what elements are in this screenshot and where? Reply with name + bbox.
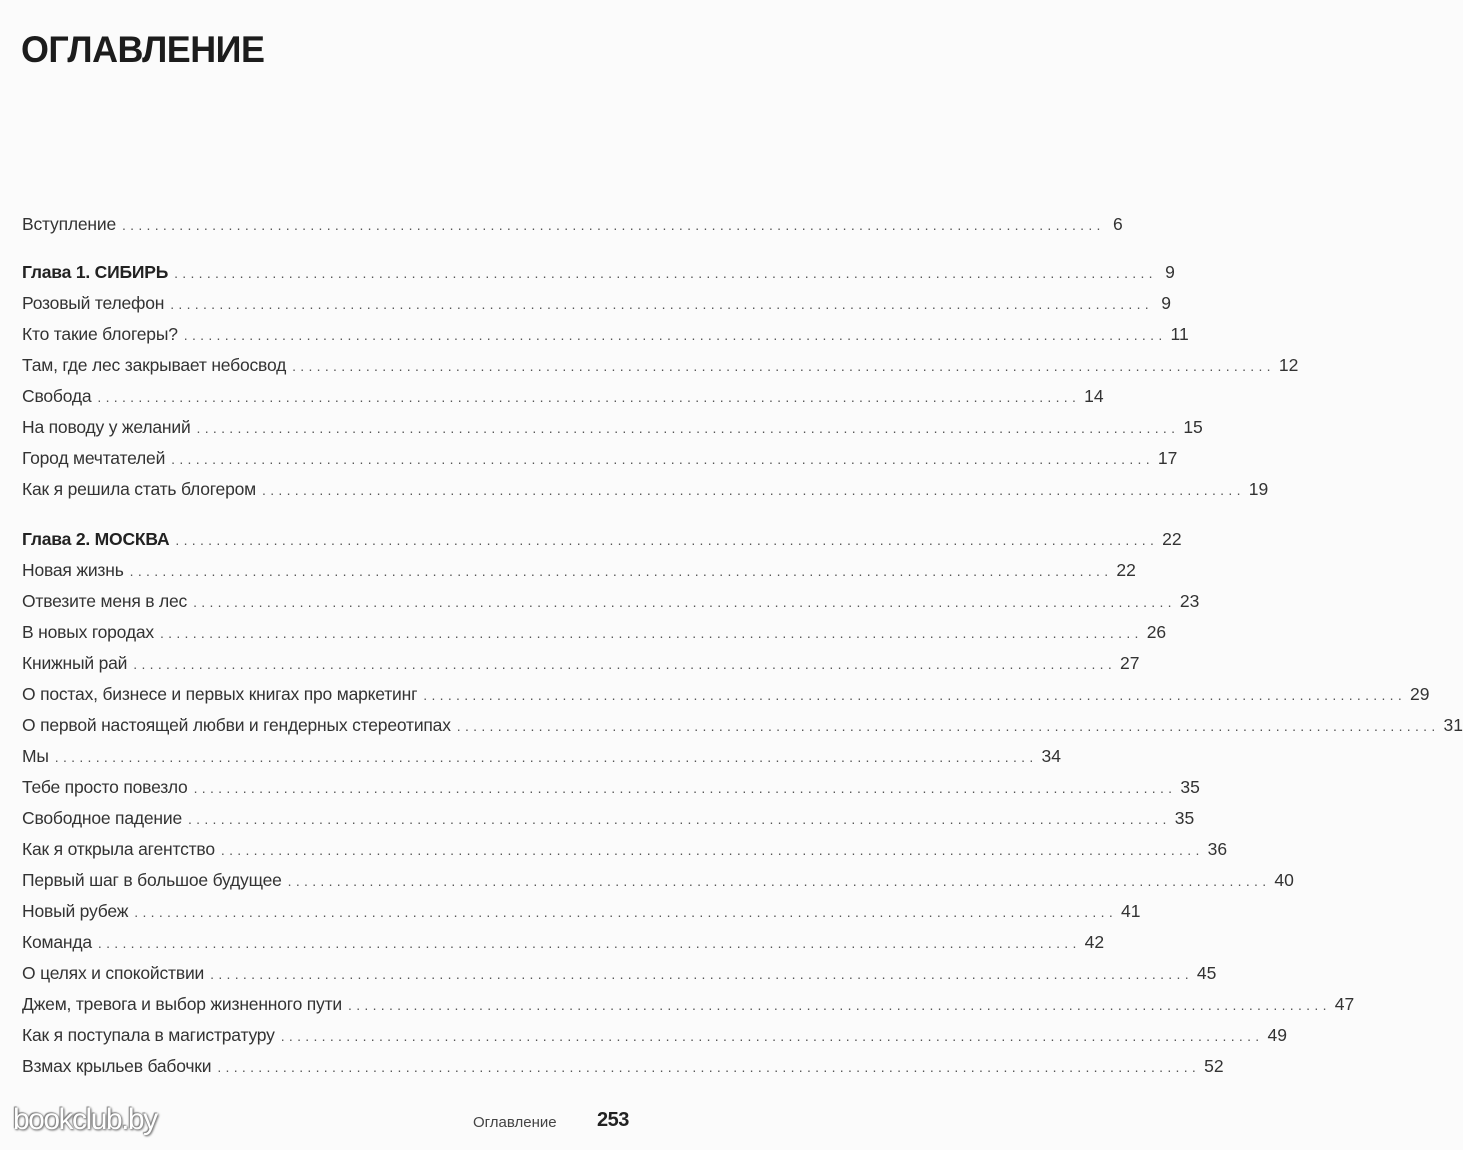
- toc-entry-page: 36: [1207, 839, 1228, 859]
- toc-entry-label: Мы: [22, 746, 49, 766]
- toc-entry-page: 11: [1170, 324, 1189, 344]
- toc-entry-label: Глава 1. СИБИРЬ: [22, 262, 169, 282]
- toc-entry-page: 45: [1196, 963, 1217, 983]
- toc-entry-label: Там, где лес закрывает небосвод: [22, 355, 287, 375]
- toc-entry: [22, 896, 1141, 927]
- chapters-list: [22, 257, 1463, 1082]
- toc-entry-page: 14: [1084, 386, 1104, 406]
- dot-leader: ........................................................................................................................: [175, 532, 1159, 548]
- toc-entry-label: В новых городах: [22, 622, 154, 642]
- toc-entry: [22, 958, 1217, 989]
- toc-entry: [22, 1051, 1224, 1082]
- dot-leader: ........................................................................................................................: [210, 966, 1193, 982]
- toc-entry-label: Свобода: [22, 386, 92, 406]
- toc-entry: [22, 586, 1200, 617]
- toc-entry-page: 47: [1334, 994, 1355, 1014]
- watermark-logo: bookclub.by: [13, 1103, 157, 1136]
- toc-entry: [22, 288, 1171, 319]
- toc-entry-label: О первой настоящей любви и гендерных стереотипах: [22, 715, 451, 735]
- dot-leader: ........................................................................................................................: [287, 873, 1271, 889]
- page-number: 253: [597, 1109, 629, 1131]
- toc-entry-label: Как я решила стать блогером: [22, 479, 256, 499]
- toc-entry-page: 19: [1248, 479, 1269, 499]
- dot-leader: ........................................................................................................................: [134, 904, 1118, 920]
- toc-entry-page: 42: [1084, 932, 1105, 952]
- toc-entry-label: Как я поступала в магистратуру: [22, 1025, 275, 1045]
- toc-entry-page: 49: [1267, 1025, 1287, 1045]
- toc-entry-label: Новая жизнь: [22, 560, 124, 580]
- dot-leader: ........................................................................................................................: [348, 997, 1331, 1013]
- toc-entry-label: Отвезите меня в лес: [22, 591, 188, 611]
- toc-entry: [22, 381, 1104, 412]
- toc-entry-label: Новый рубеж: [22, 901, 129, 921]
- toc-entry-label: Взмах крыльев бабочки: [22, 1056, 212, 1076]
- toc-entry: [22, 710, 1463, 741]
- toc-entry-label: Книжный рай: [22, 653, 128, 673]
- dot-leader: ........................................................................................................................: [97, 935, 1081, 951]
- dot-leader: ........................................................................................................................: [174, 265, 1157, 281]
- toc-entry-label: Первый шаг в большое будущее: [22, 870, 282, 890]
- dot-leader: ........................................................................................................................: [133, 656, 1117, 672]
- toc-entry: [22, 834, 1228, 865]
- toc-entry-page: 23: [1179, 591, 1200, 611]
- toc-entry-label: Вступление: [22, 214, 116, 234]
- toc-entry-page: 26: [1146, 622, 1167, 642]
- toc-entry: [22, 989, 1355, 1020]
- dot-leader: ........................................................................................................................: [196, 420, 1180, 436]
- dot-leader: ........................................................................................................................: [456, 718, 1440, 734]
- toc-entry-page: 17: [1157, 448, 1178, 468]
- toc-entry-page: 22: [1116, 560, 1136, 580]
- toc-entry-page: 52: [1204, 1056, 1224, 1076]
- toc-entry-label: Тебе просто повезло: [22, 777, 188, 797]
- toc-entry-page: 6: [1113, 214, 1123, 234]
- toc-entry-page: 34: [1041, 746, 1061, 766]
- dot-leader: ........................................................................................................................: [217, 1059, 1201, 1075]
- page-title: ОГЛАВЛЕНИЕ: [21, 29, 265, 70]
- toc-entry-label: О постах, бизнесе и первых книгах про маркетинг: [22, 684, 418, 704]
- toc-chapter-heading: [22, 257, 1175, 288]
- toc-entry: [22, 319, 1189, 350]
- toc-entry-label: Свободное падение: [22, 808, 182, 828]
- dot-leader: ........................................................................................................................: [280, 1028, 1264, 1044]
- toc-entry: [22, 865, 1294, 896]
- dot-leader: ........................................................................................................................: [171, 451, 1154, 467]
- dot-leader: ........................................................................................................................: [187, 811, 1171, 827]
- dot-leader: ........................................................................................................................: [193, 780, 1177, 796]
- table-of-contents: [22, 209, 1463, 1082]
- running-footer-section: Оглавление: [473, 1114, 557, 1131]
- toc-entry-page: 15: [1183, 417, 1203, 437]
- toc-entry-page: 9: [1161, 293, 1171, 313]
- dot-leader: ........................................................................................................................: [159, 625, 1143, 641]
- toc-entry-label: Розовый телефон: [22, 293, 165, 313]
- toc-entry-label: Команда: [22, 932, 92, 952]
- toc-entry: [22, 350, 1299, 381]
- dot-leader: ........................................................................................................................: [193, 594, 1176, 610]
- dot-leader: ........................................................................................................................: [97, 389, 1081, 405]
- toc-entry: [22, 617, 1167, 648]
- toc-entry-page: 9: [1165, 262, 1175, 282]
- toc-entry: [22, 1020, 1287, 1051]
- toc-chapter-heading: [22, 524, 1182, 555]
- toc-entry-label: Глава 2. МОСКВА: [22, 529, 170, 549]
- toc-entry-intro: [22, 209, 1123, 240]
- dot-leader: ........................................................................................................................: [183, 327, 1167, 343]
- toc-entry-label: Город мечтателей: [22, 448, 166, 468]
- toc-entry: [22, 679, 1430, 710]
- toc-entry-label: На поводу у желаний: [22, 417, 191, 437]
- toc-entry: [22, 927, 1105, 958]
- toc-entry: [22, 443, 1178, 474]
- toc-entry: [22, 741, 1061, 772]
- toc-entry-page: 27: [1120, 653, 1140, 673]
- toc-entry-page: 40: [1274, 870, 1294, 890]
- toc-entry-page: 31: [1443, 715, 1463, 735]
- toc-entry: [22, 474, 1269, 505]
- toc-entry: [22, 555, 1136, 586]
- dot-leader: ........................................................................................................................: [129, 563, 1113, 579]
- toc-entry-page: 41: [1121, 901, 1141, 921]
- toc-entry: [22, 412, 1203, 443]
- dot-leader: ........................................................................................................................: [292, 358, 1275, 374]
- toc-entry-page: 29: [1410, 684, 1430, 704]
- dot-leader: ........................................................................................................................: [54, 749, 1038, 765]
- toc-entry-label: Кто такие блогеры?: [22, 324, 178, 344]
- dot-leader: ........................................................................................................................: [262, 482, 1245, 498]
- dot-leader: ........................................................................................................................: [121, 217, 1105, 233]
- dot-leader: ........................................................................................................................: [170, 296, 1153, 312]
- toc-entry: [22, 803, 1195, 834]
- toc-entry: [22, 772, 1200, 803]
- toc-entry-label: Джем, тревога и выбор жизненного пути: [22, 994, 342, 1014]
- toc-entry-page: 12: [1278, 355, 1299, 375]
- toc-entry: [22, 648, 1140, 679]
- toc-entry-label: О целях и спокойствии: [22, 963, 205, 983]
- dot-leader: ........................................................................................................................: [423, 687, 1407, 703]
- toc-entry-label: Как я открыла агентство: [22, 839, 215, 859]
- dot-leader: ........................................................................................................................: [220, 842, 1204, 858]
- toc-entry-page: 22: [1162, 529, 1182, 549]
- toc-entry-page: 35: [1174, 808, 1195, 828]
- toc-entry-page: 35: [1180, 777, 1200, 797]
